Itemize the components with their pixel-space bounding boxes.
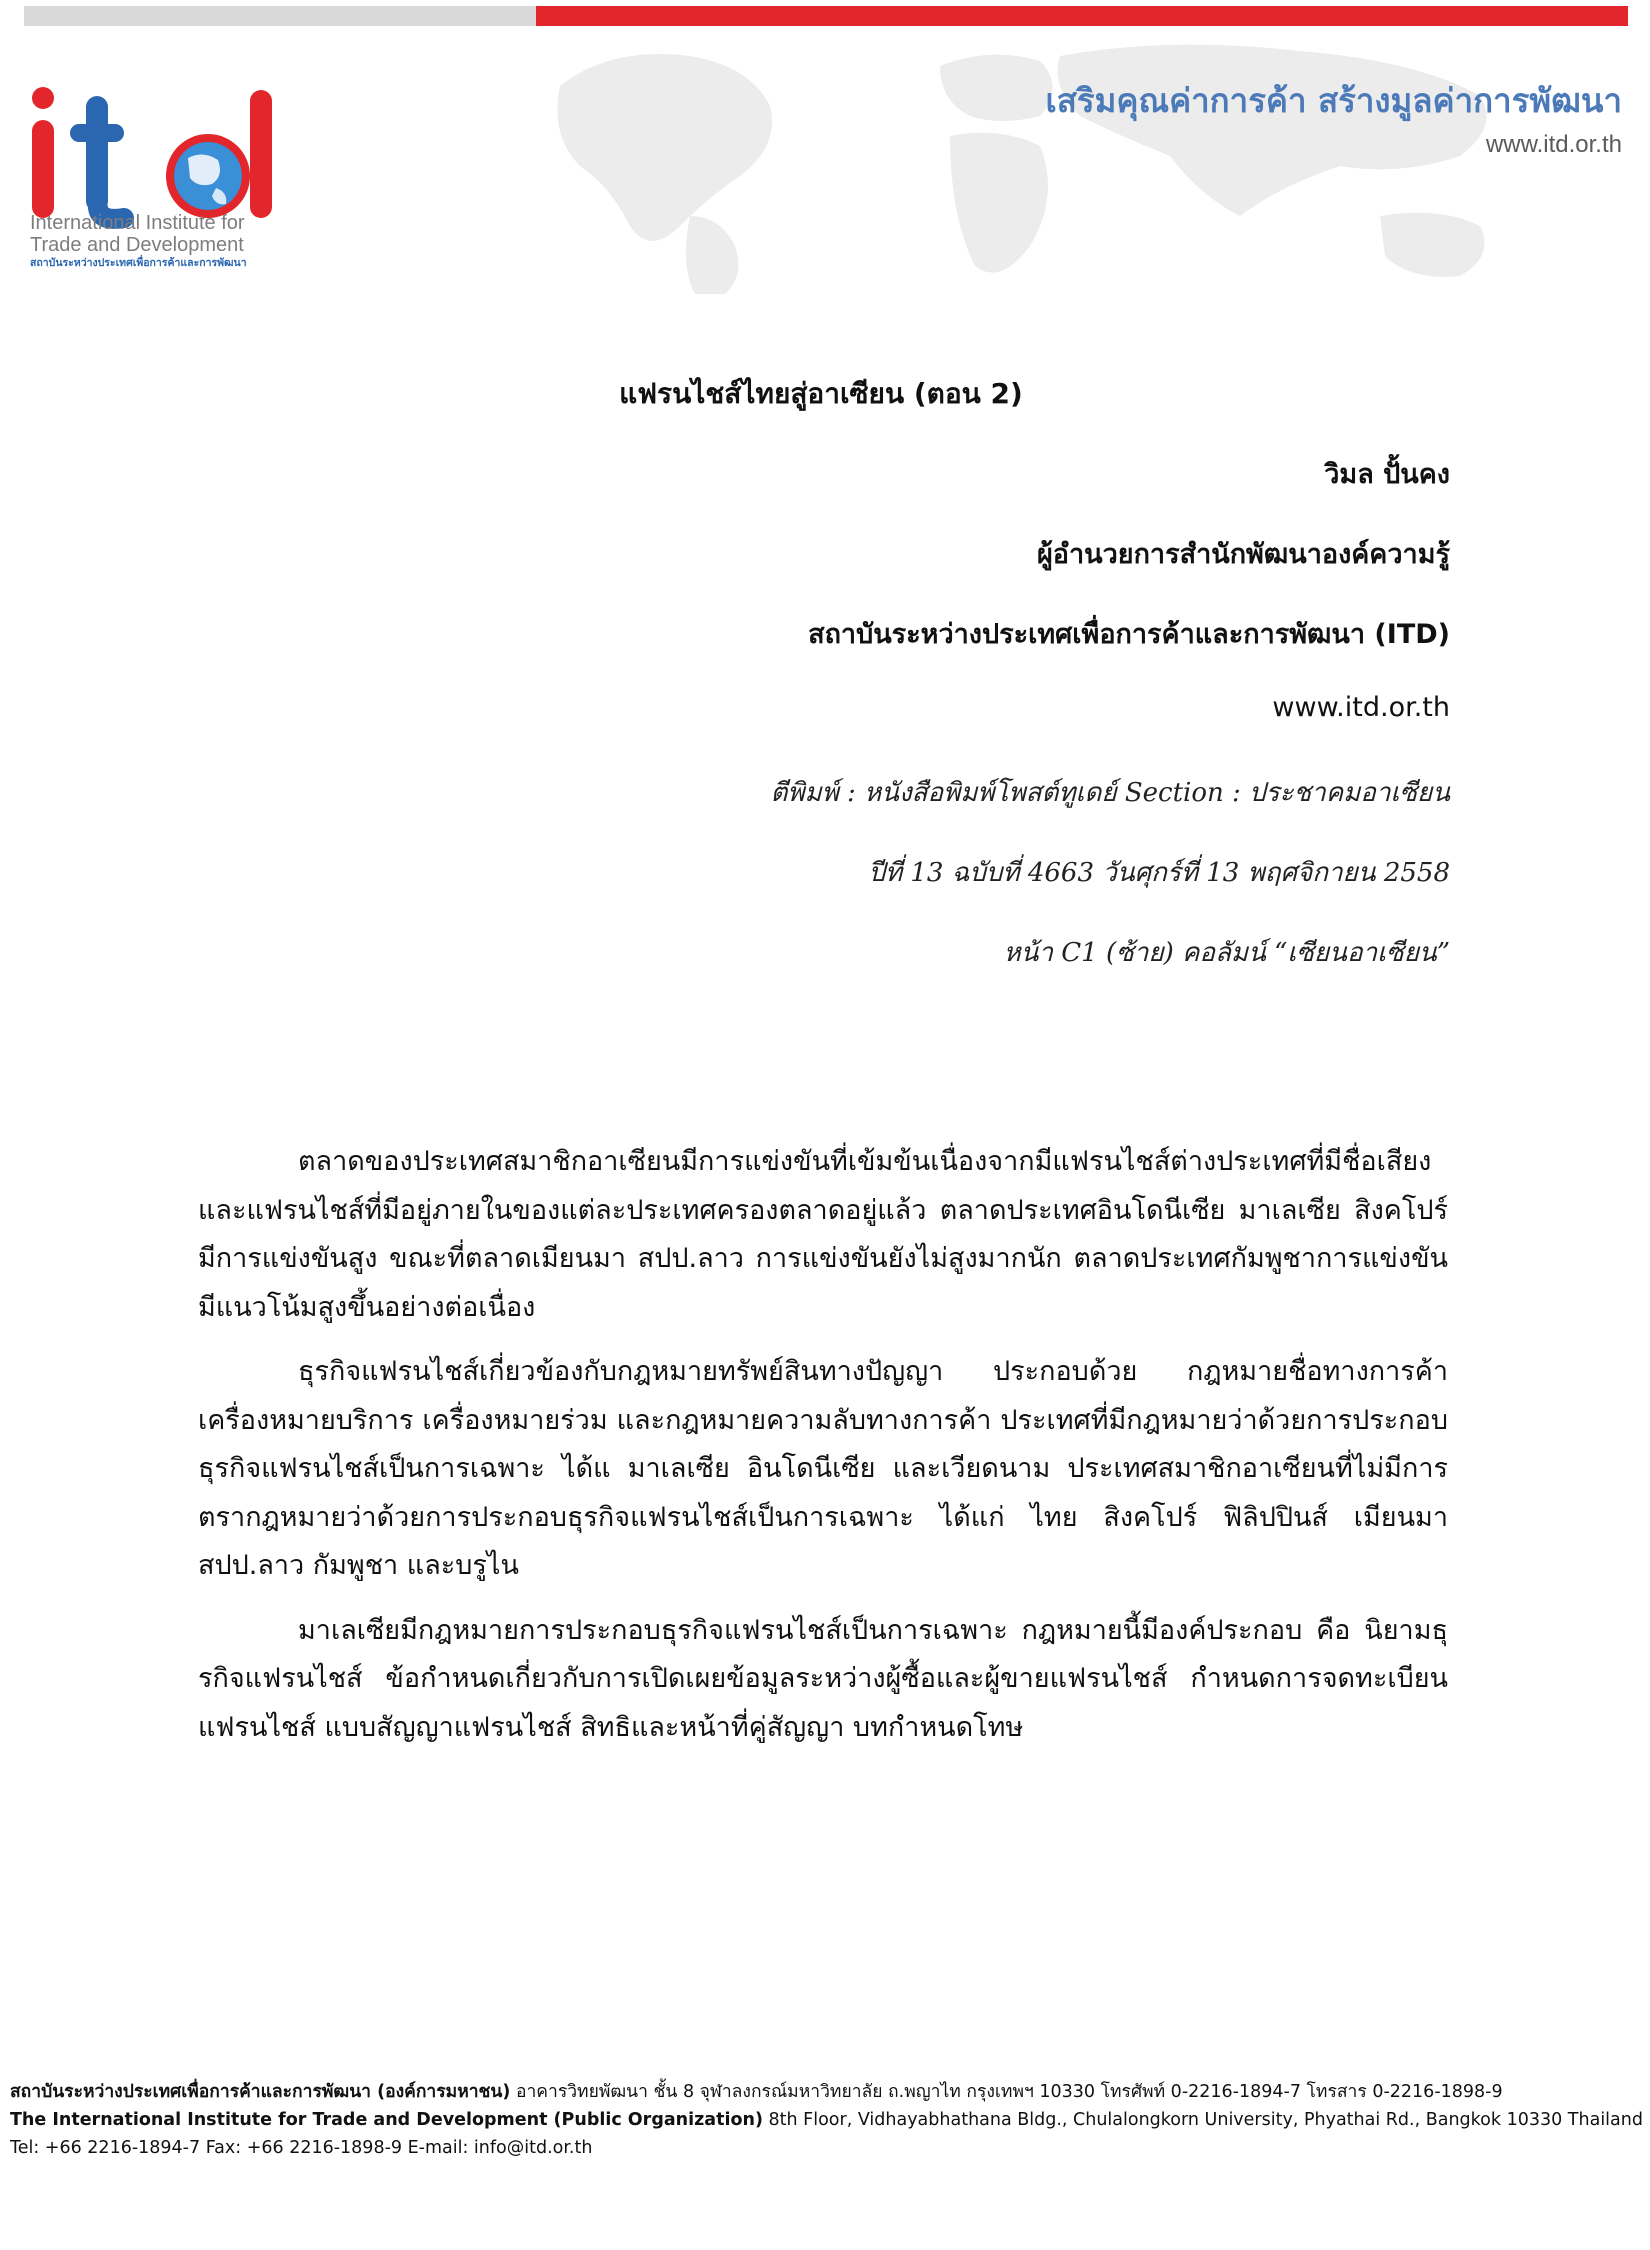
body-paragraph-1: ตลาดของประเทศสมาชิกอาเซียนมีการแข่งขันที่เข้มข้นเนื่องจากมีแฟรนไชส์ต่างประเทศที่มีชื่อเสียงและแฟรนไชส์ที่มีอยู่ภายในของแต่ละประเทศครองตลาดอยู่แล้ว ตลาดประเทศอินโดนีเซีย มาเลเซีย สิงคโปร์มีการแข่งขันสูง ขณะที่ตลาดเมียนมา สปป.ลาว การแข่งขันยังไม่สูงมากนัก ตลาดประเทศกัมพูชาการแข่งขันมีแนวโน้มสูงขึ้นอย่างต่อเนื่อง — [198, 1146, 1448, 1323]
body-paragraph-3: มาเลเซียมีกฎหมายการประกอบธุรกิจแฟรนไชส์เป็นการเฉพาะ กฎหมายนี้มีองค์ประกอบ คือ นิยามธุรกิจแฟรนไชส์ ข้อกำหนดเกี่ยวกับการเปิดเผยข้อมูลระหว่างผู้ซื้อและผู้ขายแฟรนไชส์ กำหนดการจดทะเบียนแฟรนไชส์ แบบสัญญาแฟรนไชส์ สิทธิและหน้าที่คู่สัญญา บทกำหนดโทษ — [198, 1614, 1448, 1743]
footer-contact: Tel: +66 2216-1894-7 Fax: +66 2216-1898-9 E-mail: info@itd.or.th — [10, 2138, 593, 2158]
article-body — [198, 1138, 1448, 1768]
issue-info: ปีที่ 13 ฉบับที่ 4663 วันศุกร์ที่ 13 พฤศจิกายน 2558 — [868, 858, 1450, 888]
author-position: ผู้อำนวยการสำนักพัฒนาองค์ความรู้ — [1036, 539, 1450, 570]
footer-org-thai: สถาบันระหว่างประเทศเพื่อการค้าและการพัฒนา (องค์การมหาชน) — [10, 2082, 511, 2102]
organization-website[interactable]: www.itd.or.th — [1272, 692, 1450, 723]
logo-caption — [30, 212, 300, 270]
page-column-info: หน้า C1 (ซ้าย) คอลัมน์ “เซียนอาเซียน” — [1003, 938, 1450, 968]
footer-org-english: The International Institute for Trade and Development (Public Organization) — [10, 2110, 763, 2130]
footer-address-english: 8th Floor, Vidhayabhathana Bldg., Chulalongkorn University, Phyathai Rd., Bangkok 10330 Thailand — [762, 2110, 1643, 2130]
logo-caption-line2: Trade and Development — [30, 234, 244, 256]
header-slogan — [1045, 74, 1622, 159]
publication-info: ตีพิมพ์ : หนังสือพิมพ์โพสต์ทูเดย์ Section : ประชาคมอาเซียน — [770, 778, 1450, 808]
slogan-url[interactable]: www.itd.or.th — [1485, 131, 1622, 158]
footer-line-english — [10, 2106, 1643, 2134]
logo-caption-thai: สถาบันระหว่างประเทศเพื่อการค้าและการพัฒนา — [30, 257, 247, 269]
logo-caption-line1: International Institute for — [30, 212, 245, 234]
header-grey-bar — [24, 6, 536, 26]
footer-line-thai — [10, 2078, 1635, 2106]
header-red-bar — [536, 6, 1628, 26]
page-footer — [10, 2078, 1643, 2162]
world-map-watermark — [520, 26, 1630, 296]
footer-address-thai: อาคารวิทยพัฒนา ชั้น 8 จุฬาลงกรณ์มหาวิทยาลัย ถ.พญาไท กรุงเทพฯ 10330 โทรศัพท์ 0-2216-1894-7 โทรสาร 0-2216-1898-9 — [510, 2082, 1503, 2102]
article-title: แฟรนไชส์ไทยสู่อาเซียน (ตอน 2) — [619, 377, 1023, 410]
author-organization: สถาบันระหว่างประเทศเพื่อการค้าและการพัฒนา (ITD) — [808, 619, 1450, 650]
article-author: วิมล ปั้นคง — [1324, 459, 1450, 490]
body-paragraph-2: ธุรกิจแฟรนไชส์เกี่ยวข้องกับกฎหมายทรัพย์สินทางปัญญา ประกอบด้วย กฎหมายชื่อทางการค้า เครื่องหมายบริการ เครื่องหมายร่วม และกฎหมายความลับทางการค้า ประเทศที่มีกฎหมายว่าด้วยการประกอบธุรกิจแฟรนไชส์เป็นการเฉพาะ ได้แ มาเลเซีย อินโดนีเซีย และเวียดนาม ประเทศสมาชิกอาเซียนที่ไม่มีการตรากฎหมายว่าด้วยการประกอบธุรกิจแฟรนไชส์เป็นการเฉพาะ ได้แก่ ไทย สิงคโปร์ ฟิลิปปินส์ เมียนมา สปป.ลาว กัมพูชา และบรูไน — [198, 1356, 1448, 1581]
slogan-text: เสริมคุณค่าการค้า สร้างมูลค่าการพัฒนา — [1045, 81, 1622, 120]
